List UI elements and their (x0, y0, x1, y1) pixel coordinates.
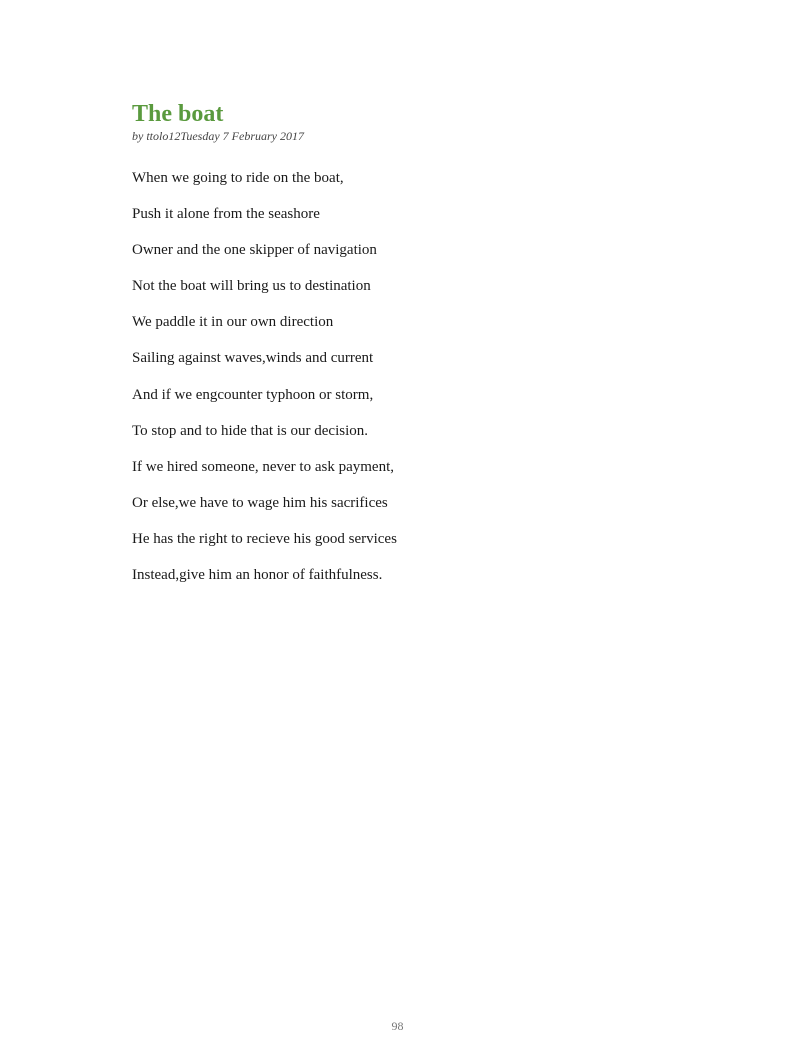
poem-byline: by ttolo12Tuesday 7 February 2017 (132, 129, 304, 143)
page-number: 98 (391, 1019, 404, 1033)
poem-title: The boat (132, 101, 224, 127)
poem-header (132, 100, 304, 143)
poem-line: And if we engcounter typhoon or storm, (132, 386, 374, 403)
poem-line: Not the boat will bring us to destination (132, 278, 371, 295)
poem-line: We paddle it in our own direction (132, 314, 334, 331)
poem-line: Owner and the one skipper of navigation (132, 242, 377, 259)
poem-line: Sailing against waves,winds and current (132, 350, 374, 367)
poem-line: Instead,give him an honor of faithfulness. (132, 567, 383, 584)
poem-line: He has the right to recieve his good services (132, 530, 397, 547)
poem-body (132, 168, 397, 601)
poem-line: To stop and to hide that is our decision. (132, 422, 369, 439)
poem-line: If we hired someone, never to ask payment, (132, 458, 394, 475)
poem-line: Or else,we have to wage him his sacrifices (132, 494, 388, 511)
poem-line: When we going to ride on the boat, (132, 170, 344, 186)
poem-line: Push it alone from the seashore (132, 206, 320, 223)
